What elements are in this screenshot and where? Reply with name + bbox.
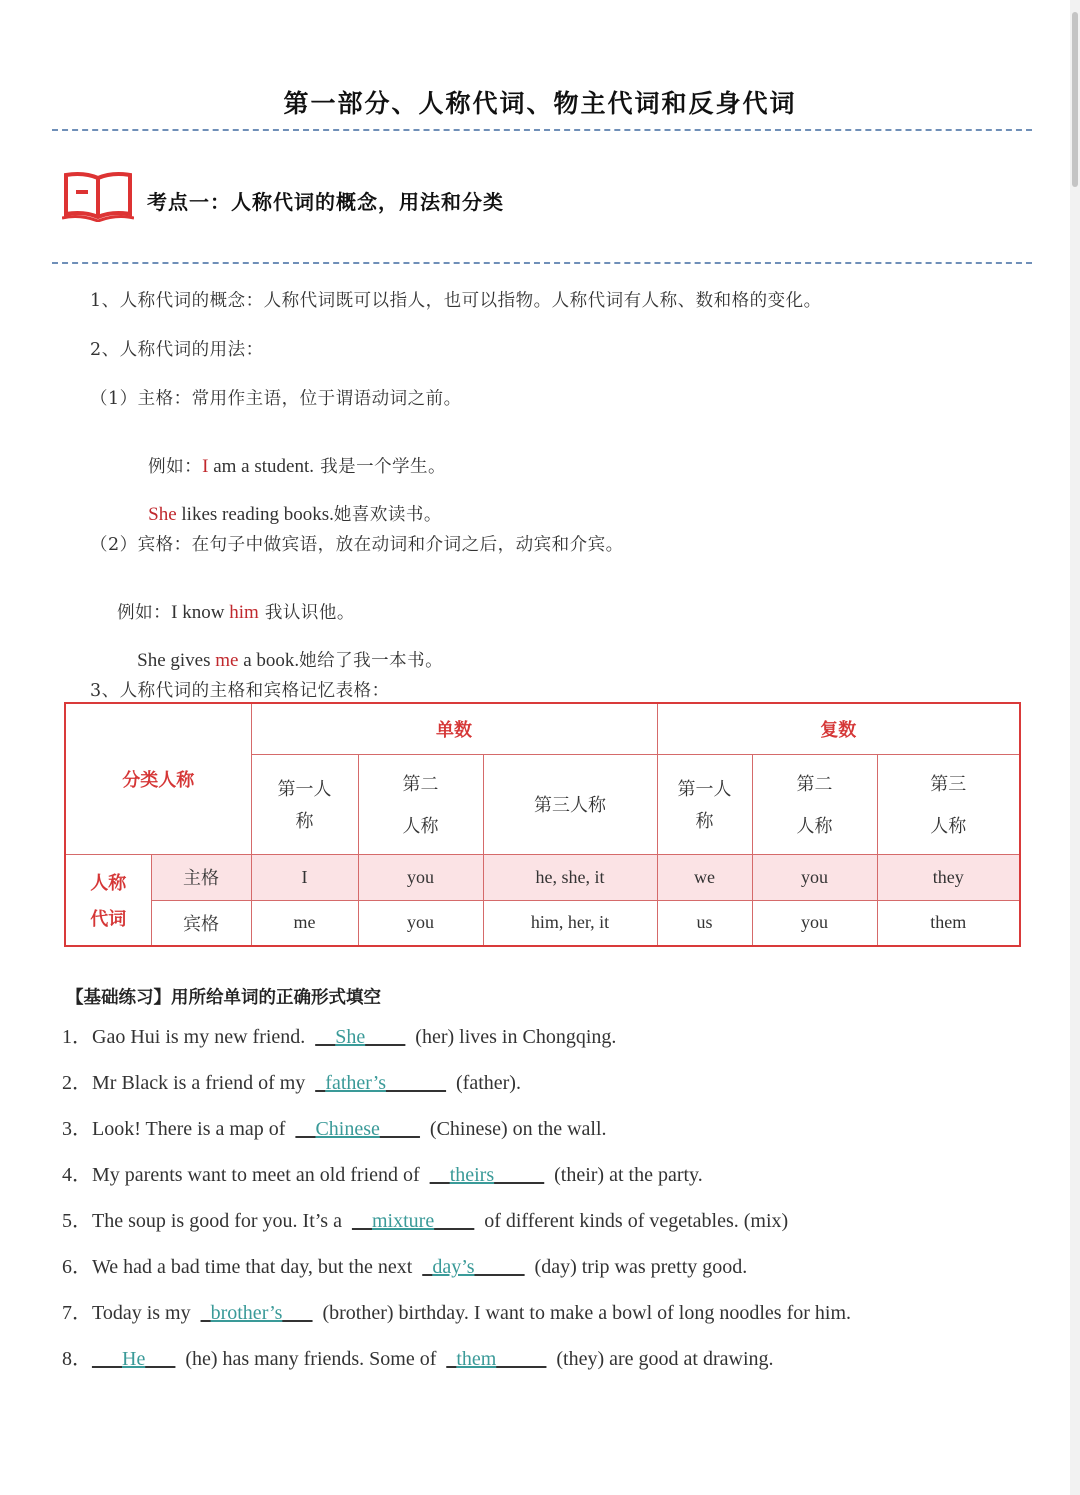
subject-rule: （1）主格：常用作主语，位于谓语动词之前。 xyxy=(90,389,462,409)
answer-blank[interactable] xyxy=(352,1210,474,1233)
blank-underscore: _ xyxy=(422,1256,433,1278)
person-label: 第一人 xyxy=(277,779,332,800)
divider-section xyxy=(52,262,1032,264)
item-number: 7． xyxy=(62,1302,92,1324)
exercise-item xyxy=(62,1066,521,1095)
blank-underscore: __ xyxy=(351,1210,372,1232)
table-cell: us xyxy=(657,900,752,946)
item-text: (they) are good at drawing. xyxy=(546,1348,774,1370)
row-group-label-2: 代词 xyxy=(90,908,127,930)
item-number: 2． xyxy=(62,1072,92,1094)
item-text: Look! There is a map of xyxy=(92,1118,296,1140)
example-pronoun: me xyxy=(215,650,239,671)
blank-underscore: _____ xyxy=(496,1348,547,1370)
answer-text: brother’s xyxy=(210,1302,283,1324)
table-cell: you xyxy=(358,900,483,946)
answer-blank[interactable] xyxy=(315,1072,446,1095)
example-4 xyxy=(125,627,443,672)
blank-underscore: ____ xyxy=(365,1026,406,1048)
person-header xyxy=(483,754,657,854)
answer-blank[interactable] xyxy=(201,1302,313,1325)
row-group-label: 人称 xyxy=(90,872,127,894)
item-text: (her) lives in Chongqing. xyxy=(405,1026,617,1048)
example-pronoun: him xyxy=(229,602,259,623)
divider-top xyxy=(52,129,1032,131)
page-title: 第一部分、人称代词、物主代词和反身代词 xyxy=(283,89,797,118)
answer-text: father’s xyxy=(325,1072,386,1094)
exercise-item xyxy=(62,1020,616,1049)
item-number: 6． xyxy=(62,1256,92,1278)
person-label-2: 称 xyxy=(295,811,314,832)
example-pronoun: She xyxy=(148,504,177,525)
item-text: Gao Hui is my new friend. xyxy=(92,1026,316,1048)
person-header xyxy=(752,754,877,854)
item-text: (day) trip was pretty good. xyxy=(524,1256,748,1278)
exercise-item xyxy=(62,1204,788,1233)
blank-underscore: _ xyxy=(446,1348,457,1370)
plural-label: 复数 xyxy=(820,719,857,741)
person-header xyxy=(251,754,358,854)
blank-underscore: ______ xyxy=(386,1072,446,1094)
concept-line-1: 1、人称代词的概念：人称代词既可以指人，也可以指物。人称代词有人称、数和格的变化。 xyxy=(90,291,822,311)
example-translation: 她给了我一本书。 xyxy=(299,651,444,671)
item-text: The soup is good for you. It’s a xyxy=(92,1210,352,1232)
object-rule: （2）宾格：在句子中做宾语，放在动词和介词之后，动宾和介宾。 xyxy=(90,535,624,555)
example-sentence: am a student. xyxy=(208,456,314,477)
answer-blank[interactable] xyxy=(430,1164,544,1187)
item-number: 4． xyxy=(62,1164,92,1186)
table-cell: him, her, it xyxy=(483,900,657,946)
table-cell: you xyxy=(752,854,877,900)
answer-text: She xyxy=(335,1026,366,1048)
practice-heading: 【基础练习】用所给单词的正确形式填空 xyxy=(66,988,381,1008)
table-cell: I xyxy=(251,854,358,900)
table-cell: you xyxy=(358,854,483,900)
answer-text: day’s xyxy=(432,1256,475,1278)
example-prefix: 例如： xyxy=(148,457,203,477)
answer-blank[interactable] xyxy=(92,1348,175,1371)
concept-line-3: 3、人称代词的主格和宾格记忆表格： xyxy=(90,681,390,701)
item-number: 3． xyxy=(62,1118,92,1140)
singular-label: 单数 xyxy=(436,719,472,741)
person-header xyxy=(358,754,483,854)
singular-header xyxy=(251,703,657,754)
person-label: 第二 xyxy=(796,774,833,795)
item-text: We had a bad time that day, but the next xyxy=(92,1256,423,1278)
example-sentence-rest: a book. xyxy=(238,650,300,671)
answer-blank[interactable] xyxy=(446,1348,546,1371)
answer-text: mixture xyxy=(371,1210,435,1232)
blank-underscore: ____ xyxy=(434,1210,475,1232)
example-pronoun: I xyxy=(202,456,209,477)
item-text: (brother) birthday. I want to make a bowl of long noodles for him. xyxy=(312,1302,852,1324)
item-number: 5． xyxy=(62,1210,92,1232)
example-3 xyxy=(105,579,355,624)
blank-underscore: __ xyxy=(315,1026,336,1048)
item-text: Mr Black is a friend of my xyxy=(92,1072,316,1094)
exercise-item xyxy=(62,1250,747,1279)
objective-label: 宾格 xyxy=(151,900,251,946)
person-label: 第一人 xyxy=(677,779,732,800)
exercise-item xyxy=(62,1112,607,1141)
category-label: 分类人称 xyxy=(122,769,195,791)
nominative-label: 主格 xyxy=(151,854,251,900)
example-sentence: She gives xyxy=(137,650,216,671)
plural-header xyxy=(657,703,1020,754)
blank-underscore: ___ xyxy=(92,1348,122,1370)
example-1 xyxy=(136,433,446,478)
table-cell: you xyxy=(752,900,877,946)
category-cell xyxy=(65,703,251,854)
item-text: (father). xyxy=(446,1072,521,1094)
person-label: 第二 xyxy=(402,774,439,795)
person-label-2: 人称 xyxy=(930,816,967,837)
blank-underscore: _ xyxy=(315,1072,326,1094)
answer-text: them xyxy=(456,1348,497,1370)
answer-blank[interactable] xyxy=(422,1256,524,1279)
table-cell: them xyxy=(877,900,1020,946)
person-label-2: 称 xyxy=(695,811,714,832)
item-text: (he) has many friends. Some of xyxy=(175,1348,447,1370)
blank-underscore: __ xyxy=(429,1164,450,1186)
item-text: Today is my xyxy=(92,1302,201,1324)
person-label: 第三 xyxy=(930,774,967,795)
item-text: My parents want to meet an old friend of xyxy=(92,1164,430,1186)
person-label: 第三人称 xyxy=(534,795,606,816)
item-text: (Chinese) on the wall. xyxy=(419,1118,607,1140)
exercise-item xyxy=(62,1296,851,1325)
item-text: of different kinds of vegetables. (mix) xyxy=(474,1210,789,1232)
example-translation: 我是一个学生。 xyxy=(314,457,447,477)
item-number: 1． xyxy=(62,1026,92,1048)
example-sentence: I know xyxy=(171,602,230,623)
person-label-2: 人称 xyxy=(796,816,833,837)
table-cell: they xyxy=(877,854,1020,900)
blank-underscore: ___ xyxy=(145,1348,176,1370)
example-translation: 我认识他。 xyxy=(258,603,355,623)
item-text: (their) at the party. xyxy=(544,1164,703,1186)
blank-underscore: __ xyxy=(295,1118,316,1140)
blank-underscore: ____ xyxy=(379,1118,420,1140)
pronoun-table xyxy=(64,702,1021,947)
row-group-cell xyxy=(65,854,151,946)
answer-blank[interactable] xyxy=(315,1026,405,1049)
person-header xyxy=(657,754,752,854)
blank-underscore: _ xyxy=(200,1302,211,1324)
blank-underscore: _____ xyxy=(494,1164,545,1186)
exercise-item xyxy=(62,1342,774,1371)
blank-underscore: _____ xyxy=(474,1256,525,1278)
table-cell: we xyxy=(657,854,752,900)
concept-line-2: 2、人称代词的用法： xyxy=(90,340,264,360)
answer-text: theirs xyxy=(449,1164,495,1186)
item-number: 8． xyxy=(62,1348,92,1370)
example-translation: 她喜欢读书。 xyxy=(333,505,442,525)
answer-blank[interactable] xyxy=(295,1118,419,1141)
section-heading: 考点一：人称代词的概念，用法和分类 xyxy=(147,190,504,214)
exercise-item xyxy=(62,1158,703,1187)
answer-text: He xyxy=(122,1348,146,1370)
table-cell: he, she, it xyxy=(483,854,657,900)
person-label-2: 人称 xyxy=(402,816,439,837)
vertical-scrollbar[interactable] xyxy=(1070,0,1080,1495)
example-2 xyxy=(136,481,442,526)
blank-underscore: ___ xyxy=(282,1302,313,1324)
answer-text: Chinese xyxy=(315,1118,380,1140)
example-prefix: 例如： xyxy=(117,603,172,623)
table-cell: me xyxy=(251,900,358,946)
person-header xyxy=(877,754,1020,854)
example-sentence: likes reading books. xyxy=(176,504,334,525)
book-icon xyxy=(62,170,134,222)
